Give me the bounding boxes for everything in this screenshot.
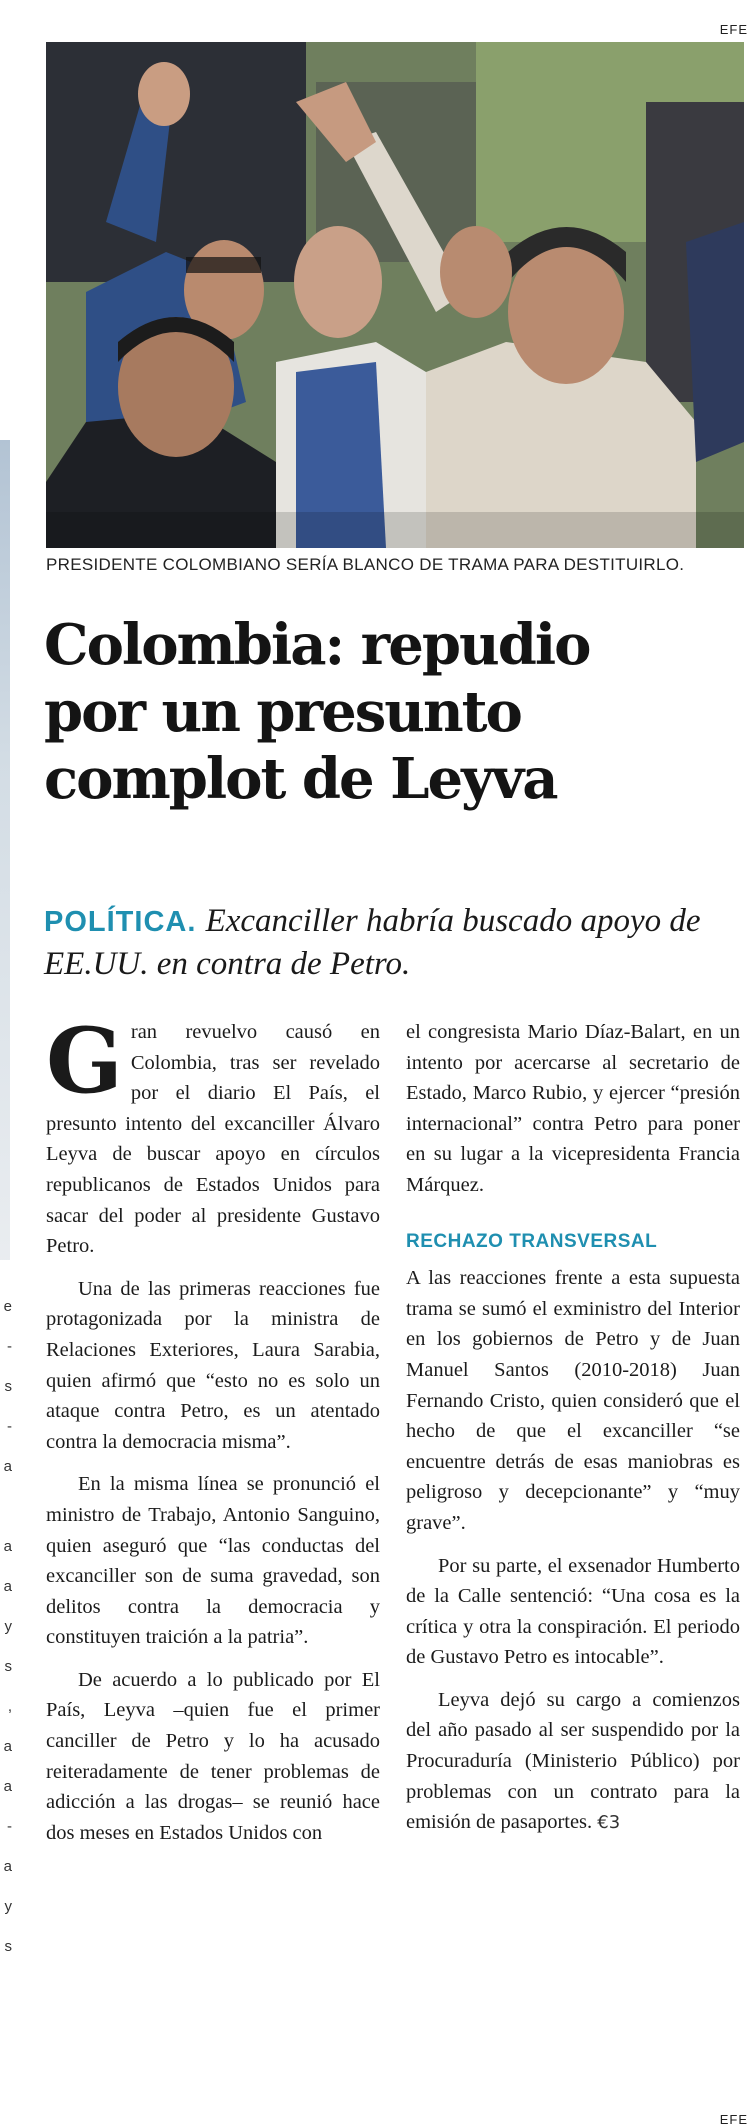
adjacent-fragment: s [4, 1658, 12, 1675]
bottom-credit: EFE [719, 2112, 748, 2127]
adjacent-fragment: - [7, 1418, 12, 1435]
adjacent-fragment: a [3, 1458, 12, 1475]
end-of-article-mark: €3 [597, 1812, 621, 1834]
body-paragraph: A las reacciones frente a esta supuesta trama se sumó el exministro del Interior en los gobiernos de Petro y de Juan Manuel Santos (2010-2018) Juan Fernando Cristo, quien consideró que el hecho de que el excanciller “se encuentre detrás de esas maniobras es peligroso y decepcionante” y “muy grave”. [406, 1267, 740, 1534]
headline [44, 612, 744, 813]
body-paragraph: En la misma línea se pronunció el ministro de Trabajo, Antonio Sanguino, quien aseguró que “las conductas del excanciller son de suma gravedad, son delitos contra la democracia y constituyen traición a la patria”. [46, 1473, 380, 1649]
news-photo [46, 42, 744, 548]
adjacent-fragment: a [3, 1858, 12, 1875]
photo-caption: PRESIDENTE COLOMBIANO SERÍA BLANCO DE TRAMA PARA DESTITUIRLO. [46, 555, 685, 574]
drop-cap: G [46, 1008, 123, 1114]
adjacent-fragment: s [4, 1938, 12, 1955]
adjacent-fragment: - [7, 1818, 12, 1835]
body-paragraph: Por su parte, el exsenador Humberto de la Calle sentenció: “Una cosa es la crítica y otra la conspiración. El periodo de Gustavo Petro es intocable”. [406, 1554, 740, 1669]
adjacent-fragment: a [3, 1778, 12, 1795]
adjacent-page-edge [0, 440, 10, 1260]
adjacent-fragment: - [7, 1338, 12, 1355]
adjacent-fragment: y [4, 1898, 12, 1915]
section-kicker: POLÍTICA. [44, 906, 197, 938]
adjacent-fragment: e [3, 1298, 12, 1315]
body-paragraph: Una de las primeras reacciones fue protagonizada por la ministra de Relaciones Exteriores, Laura Sarabia, quien afirmó que “esto no es solo un ataque contra Petro, es un atentado contra la democracia misma”. [46, 1277, 380, 1453]
adjacent-fragment: a [3, 1538, 12, 1555]
subhead: RECHAZO TRANSVERSAL [406, 1230, 658, 1252]
photo-credit: EFE [719, 22, 748, 37]
body-paragraph: De acuerdo a lo publicado por El País, Leyva –quien fue el primer canciller de Petro y lo ha acusado reiteradamente de tener problemas de adicción a las drogas– se reunió hace dos meses en Estados Unidos con [46, 1668, 380, 1844]
body-paragraph: Leyva dejó su cargo a comienzos del año pasado al ser suspendido por la Procuraduría (Ministerio Público) por problemas con un contrato para la emisión de pasaportes. €3 [406, 1688, 740, 1834]
adjacent-fragment: a [3, 1738, 12, 1755]
adjacent-fragment: s [4, 1378, 12, 1395]
dek-text: Excanciller habría buscado apoyo de EE.UU. en contra de Petro. [44, 903, 701, 982]
body-paragraph: el congresista Mario Díaz-Balart, en un intento por acercarse al secretario de Estado, Marco Rubio, y ejercer “presión internacional” contra Petro para poner en su lugar a la vicepresidenta Francia Márquez. [406, 1021, 740, 1196]
article-column-2 [406, 1017, 740, 1839]
adjacent-fragment: , [7, 1698, 12, 1715]
body-paragraph: Gran revuelvo causó en Colombia, tras ser revelado por el diario El País, el presunto intento del excanciller Álvaro Leyva de buscar apoyo en círculos republicanos de Estados Unidos para sacar del poder al presidente Gustavo Petro. [46, 1008, 380, 1258]
deck [44, 900, 744, 985]
article-column-1 [46, 1008, 380, 1848]
headline-line: Colombia: repudio [44, 612, 590, 678]
adjacent-fragment: a [3, 1578, 12, 1595]
headline-line: por un presunto [44, 679, 521, 745]
headline-line: complot de Leyva [44, 746, 557, 812]
adjacent-fragment: y [4, 1618, 12, 1635]
crowd-illustration [46, 42, 744, 548]
